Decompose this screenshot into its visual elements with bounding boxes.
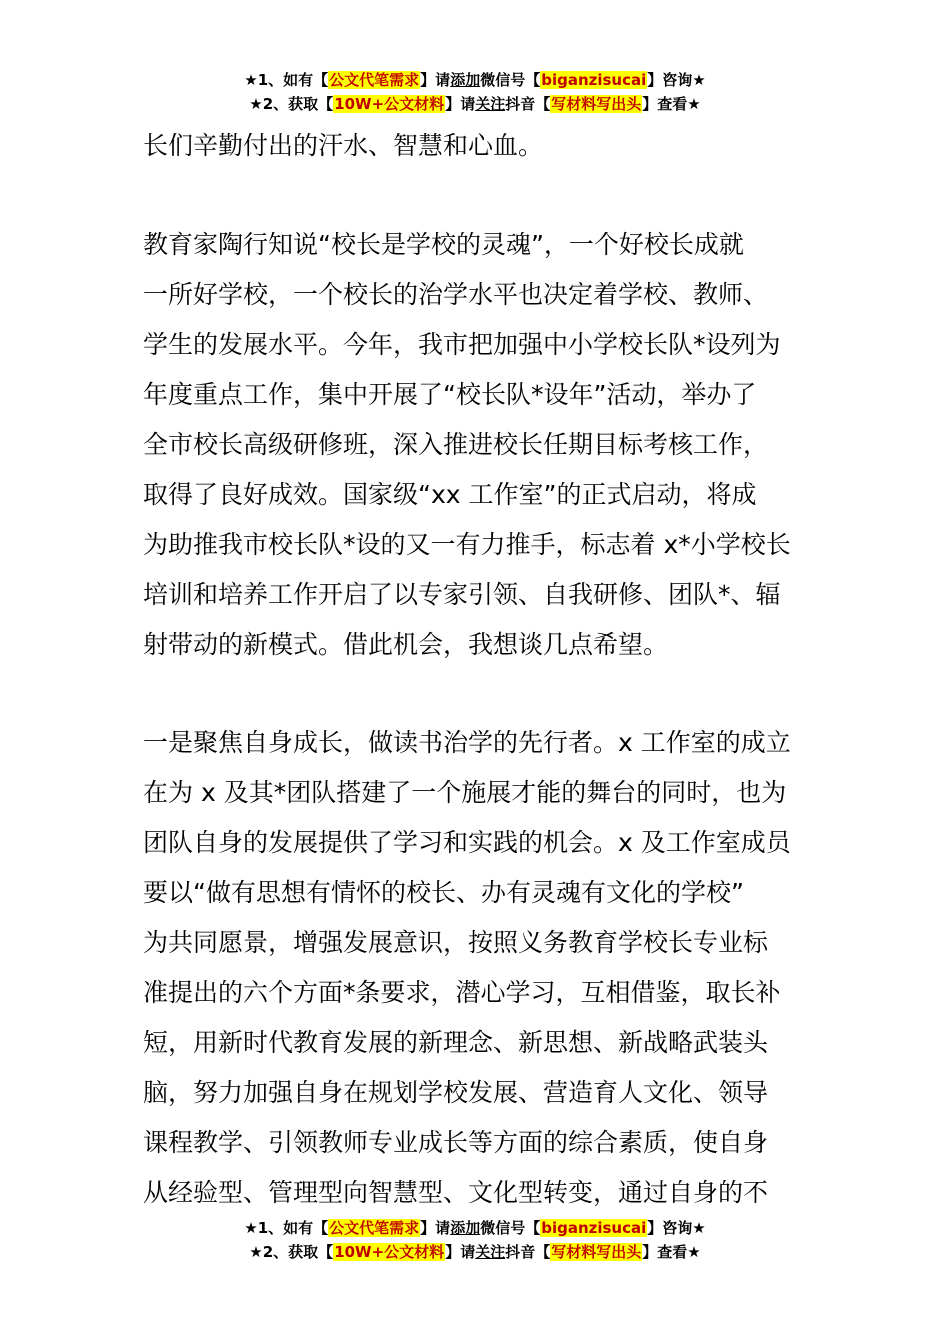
paragraph-2 [143,220,813,670]
text-line: 取得了良好成效。国家级“xx 工作室”的正式启动，将成 [143,480,757,509]
banner-text: 】请 [420,71,451,89]
banner-text: 微信号【 [480,71,541,89]
header-banner [0,68,950,116]
text-line: 课程教学、引领教师专业成长等方面的综合素质，使自身 [143,1128,769,1157]
banner-highlight: 公文代笔需求 [329,1219,420,1237]
text-line: 一所好学校，一个校长的治学水平也决定着学校、教师、 [143,280,769,309]
banner-emphasis: 添加 [450,71,481,89]
banner-text: 】请 [445,1243,476,1261]
text-line: 从经验型、管理型向智慧型、文化型转变，通过自身的不 [143,1178,769,1207]
banner-highlight: 公文代笔需求 [329,71,420,89]
text-line: 在为 x 及其*团队搭建了一个施展才能的舞台的同时，也为 [143,778,787,807]
text-line: 为共同愿景，增强发展意识，按照义务教育学校长专业标 [143,928,769,957]
text-line: 年度重点工作，集中开展了“校长队*设年”活动，举办了 [143,380,757,409]
text-line: 学生的发展水平。今年，我市把加强中小学校长队*设列为 [143,330,781,359]
banner-line-1 [0,68,950,92]
text-line: 一是聚焦自身成长，做读书治学的先行者。x 工作室的成立 [143,728,791,757]
banner-text: 】请 [445,95,476,113]
text-line: 准提出的六个方面*条要求，潜心学习，互相借鉴，取长补 [143,978,781,1007]
banner-text: 】请 [420,1219,451,1237]
banner-text: 】查看★ [642,95,701,113]
paragraph-3 [143,718,813,1218]
banner-highlight: 10W+公文材料 [334,1243,445,1261]
banner-text: ★1、如有【 [244,71,329,89]
banner-line-2 [0,92,950,116]
banner-text: 】咨询★ [647,1219,706,1237]
footer-banner [0,1216,950,1264]
banner-emphasis: 添加 [450,1219,481,1237]
banner-highlight: biganzisucai [541,1219,647,1237]
text-line: 全市校长高级研修班，深入推进校长任期目标考核工作， [143,430,769,459]
banner-line-2 [0,1240,950,1264]
banner-text: 抖音【 [505,95,551,113]
banner-emphasis: 关注 [475,95,506,113]
banner-text: 】咨询★ [647,71,706,89]
banner-text: ★2、获取【 [249,95,334,113]
text-line: 要以“做有思想有情怀的校长、办有灵魂有文化的学校” [143,878,744,907]
banner-highlight: 10W+公文材料 [334,95,445,113]
text-line: 培训和培养工作开启了以专家引领、自我研修、团队*、辐 [143,580,781,609]
banner-highlight: 写材料写出头 [551,95,642,113]
banner-highlight: 写材料写出头 [551,1243,642,1261]
text-line: 长们辛勤付出的汗水、智慧和心血。 [143,131,544,160]
banner-line-1 [0,1216,950,1240]
banner-emphasis: 关注 [475,1243,506,1261]
text-line: 短，用新时代教育发展的新理念、新思想、新战略武装头 [143,1028,769,1057]
banner-highlight: biganzisucai [541,71,647,89]
text-line: 射带动的新模式。借此机会，我想谈几点希望。 [143,630,669,659]
banner-text: 】查看★ [642,1243,701,1261]
text-line: 教育家陶行知说“校长是学校的灵魂”，一个好校长成就 [143,230,744,259]
banner-text: 抖音【 [505,1243,551,1261]
text-line: 脑，努力加强自身在规划学校发展、营造育人文化、领导 [143,1078,769,1107]
banner-text: 微信号【 [480,1219,541,1237]
text-line: 为助推我市校长队*设的又一有力推手，标志着 x*小学校长 [143,530,791,559]
paragraph-1 [143,121,813,171]
banner-text: ★1、如有【 [244,1219,329,1237]
text-line: 团队自身的发展提供了学习和实践的机会。x 及工作室成员 [143,828,791,857]
banner-text: ★2、获取【 [249,1243,334,1261]
